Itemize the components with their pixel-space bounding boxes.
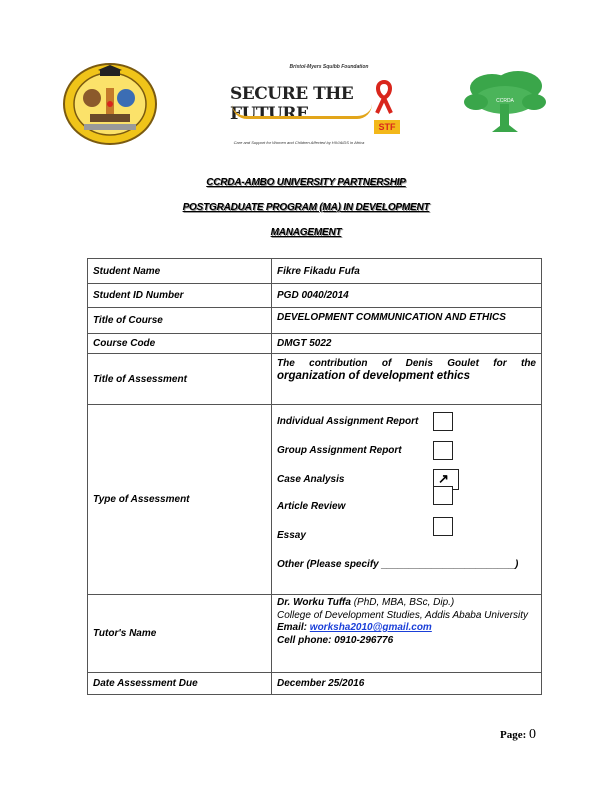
assessment-type-row (88, 405, 542, 595)
course-title-row (88, 308, 542, 334)
secure-the-future-text: SECURE THE FUTURE (230, 84, 354, 124)
assessment-type-label: Type of Assessment (88, 405, 272, 595)
option-article-label: Article Review (277, 501, 346, 512)
secure-the-future-logo (224, 62, 404, 154)
assessment-title-line-1: The contribution of Denis Goulet for the (277, 358, 536, 369)
course-code-value: DMGT 5022 (272, 334, 542, 354)
option-case-analysis (277, 465, 536, 494)
tutor-college: College of Development Studies, Addis Ababa University (277, 609, 529, 621)
essay-checkbox[interactable] (433, 517, 453, 536)
assessment-title-line-2: organization of development ethics (277, 370, 470, 382)
page-number (500, 727, 536, 743)
tutor-credentials: (PhD, MBA, BSc, Dip.) (353, 597, 455, 608)
individual-assignment-checkbox[interactable] (433, 412, 453, 431)
option-article-review (277, 492, 536, 521)
option-individual-label: Individual Assignment Report (277, 416, 419, 427)
tutor-name: Dr. Worku Tuffa (277, 597, 351, 608)
student-id-label: Student ID Number (88, 284, 272, 308)
student-name-label: Student Name (88, 259, 272, 284)
header-line-2: POSTGRADUATE PROGRAM (MA) IN DEVELOPMENT (182, 202, 430, 213)
student-name-row (88, 259, 542, 284)
assessment-cover-table (87, 258, 542, 695)
course-code-row (88, 334, 542, 354)
course-code-label: Course Code (88, 334, 272, 354)
option-other-label: Other (Please specify ________________________) (277, 559, 519, 570)
assessment-title-row (88, 354, 542, 405)
course-title-label: Title of Course (88, 308, 272, 334)
course-title-value: DEVELOPMENT COMMUNICATION AND ETHICS (272, 308, 542, 334)
tagline-text: Care and Support for Women and Children Affected by HIV/AIDS in Africa (233, 140, 365, 145)
assessment-title-label: Title of Assessment (88, 354, 272, 405)
page-number-value: 0 (529, 727, 537, 742)
student-name-value: Fikre Fikadu Fufa (272, 259, 542, 284)
assessment-type-options (272, 405, 542, 595)
option-other (277, 550, 536, 579)
option-essay-label: Essay (277, 530, 306, 541)
group-assignment-checkbox[interactable] (433, 441, 453, 460)
tutor-email-line (277, 622, 536, 635)
foundation-text: Bristol-Myers Squibb Foundation (289, 64, 369, 70)
header-line-1: CCRDA-AMBO UNIVERSITY PARTNERSHIP (206, 177, 406, 188)
tutor-phone: Cell phone: 0910-296776 (277, 634, 394, 646)
tree-logo (462, 68, 548, 134)
student-id-row (88, 284, 542, 308)
tutor-details (272, 595, 542, 673)
header-line-3: MANAGEMENT (270, 227, 342, 238)
tutor-name-line (277, 597, 536, 610)
student-id-value: PGD 0040/2014 (272, 284, 542, 308)
due-date-value: December 25/2016 (272, 673, 542, 695)
red-ribbon-icon (374, 80, 394, 114)
due-date-row (88, 673, 542, 695)
option-case-label: Case Analysis (277, 474, 345, 485)
option-individual-assignment (277, 407, 536, 436)
tutor-email-label: Email: (277, 622, 308, 633)
due-date-label: Date Assessment Due (88, 673, 272, 695)
tutor-row (88, 595, 542, 673)
university-seal-logo (62, 62, 158, 146)
option-essay (277, 521, 536, 550)
option-group-label: Group Assignment Report (277, 445, 402, 456)
tutor-email-link[interactable]: worksha2010@gmail.com (309, 622, 432, 633)
option-group-assignment (277, 436, 536, 465)
gold-swoosh (232, 104, 372, 119)
stf-badge: STF (374, 120, 400, 134)
tutor-label: Tutor's Name (88, 595, 272, 673)
page-label: Page: (500, 729, 527, 741)
tree-logo-text: CCRDA (496, 98, 514, 104)
article-review-checkbox[interactable] (433, 486, 453, 505)
arrow-check-icon: ↗ (438, 471, 449, 486)
assessment-title-value (272, 354, 542, 405)
